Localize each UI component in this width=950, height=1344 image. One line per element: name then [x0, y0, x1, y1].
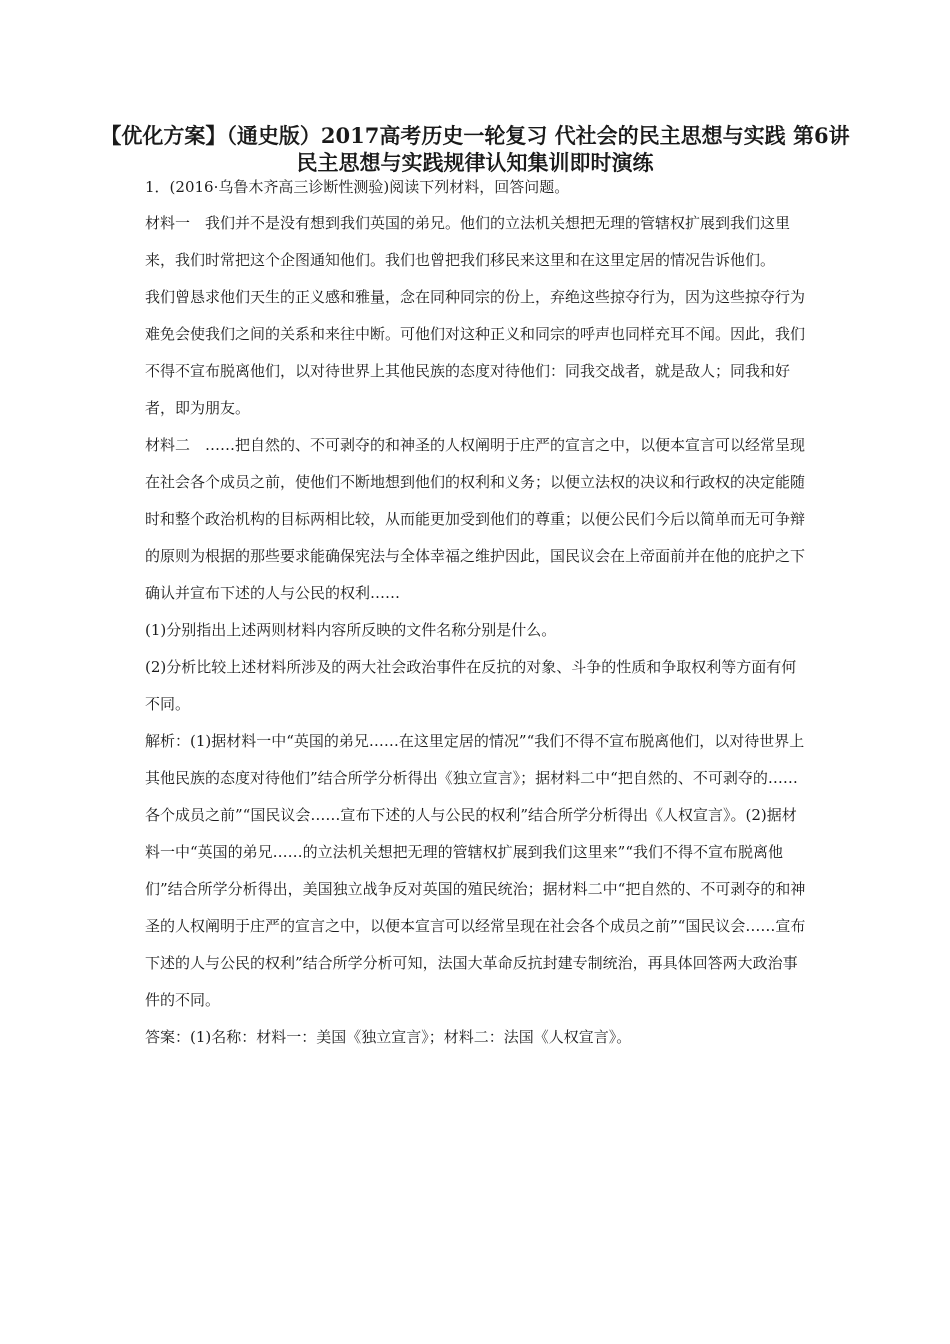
material-two-paragraph: 材料二 ……把自然的、不可剥夺的和神圣的人权阐明于庄严的宣言之中，以便本宣言可以经常呈现在社会各个成员之前，使他们不断地想到他们的权利和义务；以便立法权的决议和行政权的决定能随时和整个政治机构的目标两相比较，从而能更加受到他们的尊重；以便公民们今后以简单而无可争辩的原则为根据的那些要求能确保宪法与全体幸福之维护因此，国民议会在上帝面前并在他的庇护之下确认并宣布下述的人与公民的权利……	[145, 436, 806, 602]
sub-question-2: (2)分析比较上述材料所涉及的两大社会政治事件在反抗的对象、斗争的性质和争取权利等方面有何不同。	[145, 658, 797, 713]
document-body	[145, 176, 810, 1056]
material-one-paragraph-1: 材料一 我们并不是没有想到我们英国的弟兄。他们的立法机关想把无理的管辖权扩展到我们这里来，我们时常把这个企图通知他们。我们也曾把我们移民来这里和在这里定居的情况告诉他们。	[145, 214, 791, 269]
analysis-paragraph: 解析：(1)据材料一中“英国的弟兄……在这里定居的情况”“我们不得不宣布脱离他们，以对待世界上其他民族的态度对待他们”结合所学分析得出《独立宣言》；据材料二中“把自然的、不可剥夺的……各个成员之前”“国民议会……宣布下述的人与公民的权利”结合所学分析得出《人权宣言》。(2)据材料一中“英国的弟兄……的立法机关想把无理的管辖权扩展到我们这里来”“我们不得不宣布脱离他们”结合所学分析得出，美国独立战争反对英国的殖民统治；据材料二中“把自然的、不可剥夺的和神圣的人权阐明于庄严的宣言之中，以便本宣言可以经常呈现在社会各个成员之前”“国民议会……宣布下述的人与公民的权利”结合所学分析可知，法国大革命反抗封建专制统治，再具体回答两大政治事件的不同。	[145, 732, 806, 1009]
sub-question-1: (1)分别指出上述两则材料内容所反映的文件名称分别是什么。	[145, 621, 557, 639]
question-intro: 1．(2016·乌鲁木齐高三诊断性测验)阅读下列材料，回答问题。	[145, 178, 570, 196]
document-title: 【优化方案】（通史版）2017高考历史一轮复习 代社会的民主思想与实践 第6讲 民主思想与实践规律认知集训即时演练	[100, 123, 850, 175]
material-one-paragraph-2: 我们曾恳求他们天生的正义感和雅量，念在同种同宗的份上，弃绝这些掠夺行为，因为这些掠夺行为难免会使我们之间的关系和来往中断。可他们对这种正义和同宗的呼声也同样充耳不闻。因此，我们不得不宣布脱离他们，以对待世界上其他民族的态度对待他们：同我交战者，就是敌人；同我和好者，即为朋友。	[145, 288, 806, 417]
answer-paragraph: 答案：(1)名称：材料一：美国《独立宣言》；材料二：法国《人权宣言》。	[145, 1028, 632, 1046]
